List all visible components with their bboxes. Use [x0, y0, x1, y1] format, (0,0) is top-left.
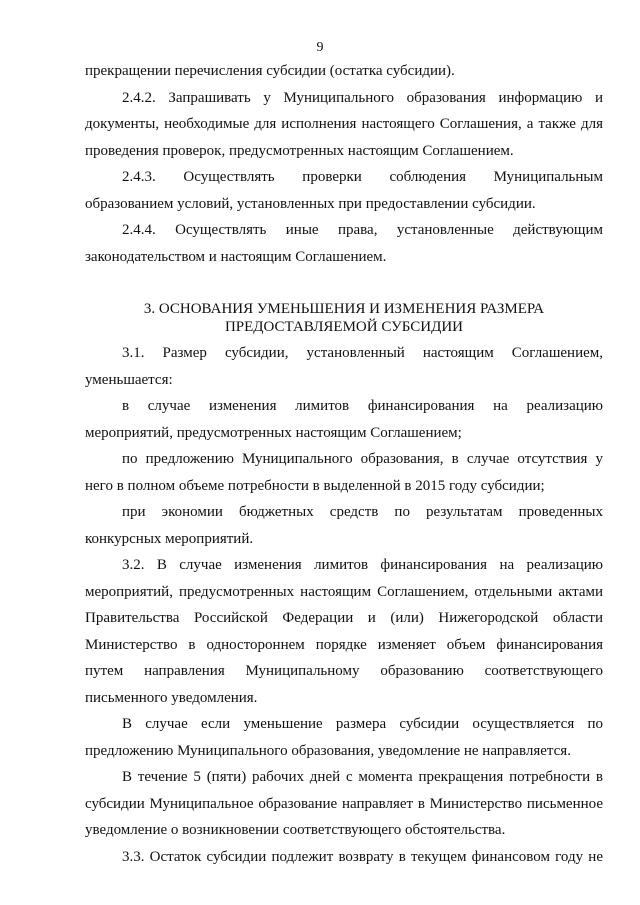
text-line: мероприятий, предусмотренных настоящим Соглашением;: [85, 424, 462, 441]
text-line: в случае изменения лимитов финансирования на реализацию: [122, 398, 603, 414]
paragraph-3-1-case-savings: [85, 499, 603, 552]
text-line: уведомление о возникновении соответствующего обстоятельства.: [85, 822, 506, 838]
text-line: 2.4.2. Запрашивать у Муниципального образования информацию и: [122, 89, 603, 106]
text-line: письменного уведомления.: [85, 689, 258, 706]
section-3-heading: [85, 300, 603, 336]
text-line: законодательством и настоящим Соглашением.: [85, 248, 387, 265]
text-line: В случае если уменьшение размера субсидии осуществляется по: [122, 716, 603, 732]
paragraph-2-4-1-tail: [85, 58, 603, 85]
text-line: образованием условий, установленных при предоставлении субсидии.: [85, 195, 536, 212]
text-line: документы, необходимые для исполнения настоящего Соглашения, а также для: [85, 116, 603, 132]
text-line: проведения проверок, предусмотренных настоящим Соглашением.: [85, 142, 514, 159]
text-line: него в полном объеме потребности в выделенной в 2015 году субсидии;: [85, 477, 545, 494]
text-line: конкурсных мероприятий.: [85, 530, 254, 547]
text-line: 2.4.4. Осуществлять иные права, установленные действующим: [122, 222, 603, 238]
text-line: предложению Муниципального образования, уведомление не направляется.: [85, 742, 571, 759]
text-line: субсидии Муниципальное образование направляет в Министерство письменное: [85, 795, 603, 812]
text-line: Министерство в одностороннем порядке изменяет объем финансирования: [85, 636, 603, 653]
paragraph-3-1-case-limits: [85, 393, 603, 446]
paragraph-3-1-case-proposal: [85, 446, 603, 499]
section-heading-line: 3. ОСНОВАНИЯ УМЕНЬШЕНИЯ И ИЗМЕНЕНИЯ РАЗМЕРА: [143, 301, 545, 317]
section-heading-line: ПРЕДОСТАВЛЯЕМОЙ СУБСИДИИ: [224, 319, 464, 335]
text-line: при экономии бюджетных средств по результатам проведенных: [122, 504, 603, 520]
paragraph-3-2-no-notice: [85, 711, 603, 764]
text-line: В течение 5 (пяти) рабочих дней с момента прекращения потребности в: [122, 769, 603, 785]
text-line: по предложению Муниципального образования, в случае отсутствия у: [122, 451, 603, 467]
text-line: прекращении перечисления субсидии (остатка субсидии).: [85, 63, 455, 79]
paragraph-3-1: [85, 340, 603, 393]
paragraph-3-2: [85, 552, 603, 711]
text-line: 2.4.3. Осуществлять проверки соблюдения Муниципальным: [122, 169, 603, 185]
text-line: уменьшается:: [85, 371, 173, 388]
document-body: [85, 58, 603, 870]
text-line: мероприятий, предусмотренных настоящим Соглашением, отдельными актами: [85, 583, 603, 600]
text-line: 3.1. Размер субсидии, установленный настоящим Соглашением,: [122, 345, 603, 361]
paragraph-3-3: [85, 844, 603, 871]
paragraph-2-4-4: [85, 217, 603, 270]
text-line: путем направления Муниципальному образованию соответствующего: [85, 663, 603, 679]
paragraph-2-4-2: [85, 85, 603, 165]
text-line: 3.2. В случае изменения лимитов финансирования на реализацию: [122, 557, 603, 573]
page-number: 9: [316, 40, 324, 55]
paragraph-3-2-five-days: [85, 764, 603, 844]
text-line: Правительства Российской Федерации и (или) Нижегородской области: [85, 610, 603, 626]
paragraph-2-4-3: [85, 164, 603, 217]
text-line: 3.3. Остаток субсидии подлежит возврату в текущем финансовом году не: [122, 848, 603, 865]
